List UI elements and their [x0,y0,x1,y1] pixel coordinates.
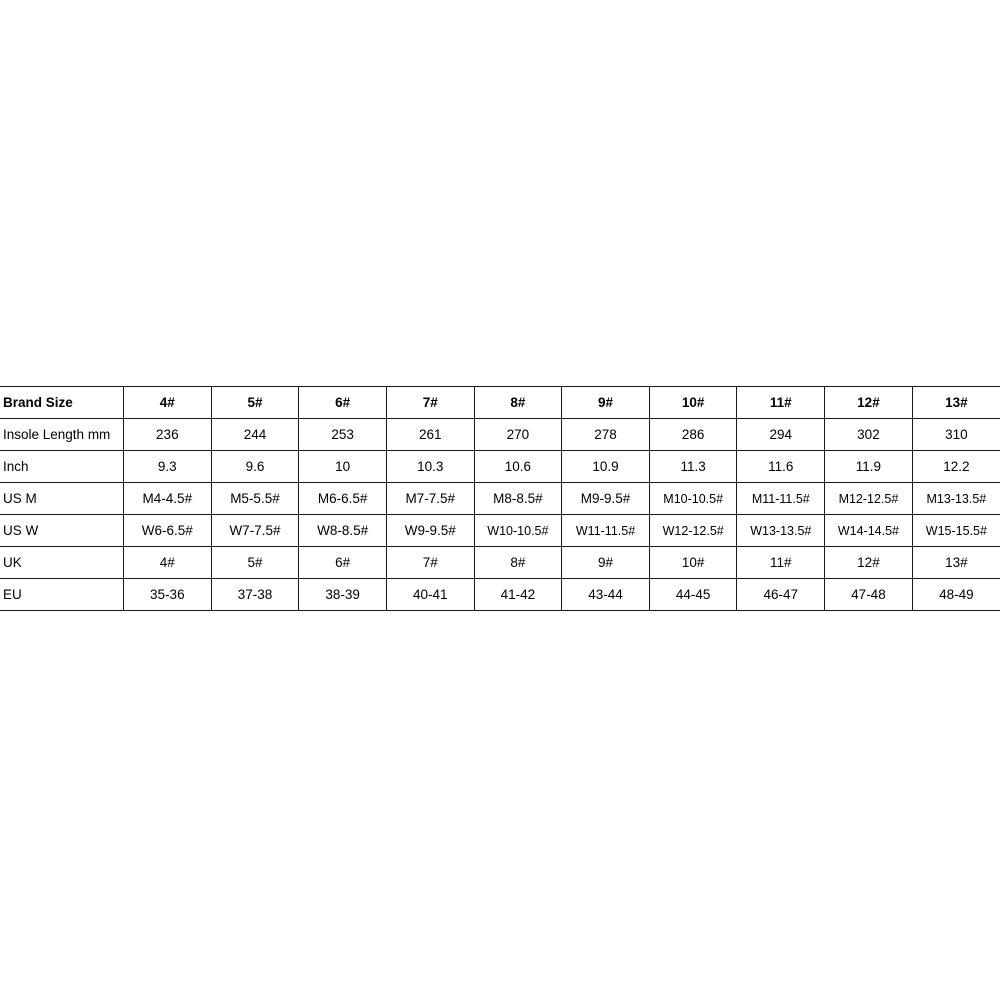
cell-brand-size-7: 10# [649,387,737,419]
cell-uk-8: 11# [737,547,825,579]
cell-inch-7: 11.3 [649,451,737,483]
cell-brand-size-5: 8# [474,387,562,419]
cell-us-w-5: W10-10.5# [474,515,562,547]
cell-us-m-6: M9-9.5# [562,483,650,515]
cell-inch-6: 10.9 [562,451,650,483]
cell-brand-size-8: 11# [737,387,825,419]
table-row-inch [0,451,1000,483]
cell-eu-8: 46-47 [737,579,825,611]
cell-brand-size-1: 4# [124,387,212,419]
table-row-eu [0,579,1000,611]
cell-us-m-7: M10-10.5# [649,483,737,515]
row-label-insole-length: Insole Length mm [0,419,124,451]
cell-insole-length-9: 302 [825,419,913,451]
cell-inch-4: 10.3 [386,451,474,483]
cell-eu-9: 47-48 [825,579,913,611]
cell-us-w-6: W11-11.5# [562,515,650,547]
cell-eu-7: 44-45 [649,579,737,611]
cell-us-w-7: W12-12.5# [649,515,737,547]
row-label-inch: Inch [0,451,124,483]
cell-uk-6: 9# [562,547,650,579]
cell-inch-9: 11.9 [825,451,913,483]
cell-uk-9: 12# [825,547,913,579]
cell-insole-length-7: 286 [649,419,737,451]
cell-eu-4: 40-41 [386,579,474,611]
cell-eu-6: 43-44 [562,579,650,611]
size-chart-body [0,387,1000,611]
cell-us-w-4: W9-9.5# [386,515,474,547]
cell-inch-2: 9.6 [211,451,299,483]
cell-inch-5: 10.6 [474,451,562,483]
row-label-uk: UK [0,547,124,579]
cell-insole-length-1: 236 [124,419,212,451]
cell-brand-size-6: 9# [562,387,650,419]
cell-brand-size-9: 12# [825,387,913,419]
size-chart-container [0,386,1000,611]
cell-inch-1: 9.3 [124,451,212,483]
cell-us-m-8: M11-11.5# [737,483,825,515]
cell-brand-size-4: 7# [386,387,474,419]
cell-us-w-3: W8-8.5# [299,515,387,547]
row-label-brand-size: Brand Size [0,387,124,419]
cell-us-w-9: W14-14.5# [825,515,913,547]
cell-eu-5: 41-42 [474,579,562,611]
cell-eu-2: 37-38 [211,579,299,611]
cell-brand-size-10: 13# [912,387,1000,419]
table-row-uk [0,547,1000,579]
table-row-brand-size [0,387,1000,419]
table-row-us-m [0,483,1000,515]
cell-uk-10: 13# [912,547,1000,579]
cell-uk-4: 7# [386,547,474,579]
cell-uk-3: 6# [299,547,387,579]
cell-insole-length-8: 294 [737,419,825,451]
cell-eu-10: 48-49 [912,579,1000,611]
cell-inch-3: 10 [299,451,387,483]
cell-eu-1: 35-36 [124,579,212,611]
row-label-eu: EU [0,579,124,611]
cell-uk-7: 10# [649,547,737,579]
cell-insole-length-6: 278 [562,419,650,451]
cell-inch-8: 11.6 [737,451,825,483]
cell-uk-1: 4# [124,547,212,579]
cell-insole-length-4: 261 [386,419,474,451]
cell-insole-length-10: 310 [912,419,1000,451]
cell-eu-3: 38-39 [299,579,387,611]
cell-uk-2: 5# [211,547,299,579]
cell-uk-5: 8# [474,547,562,579]
cell-us-m-3: M6-6.5# [299,483,387,515]
table-row-insole-length [0,419,1000,451]
cell-us-w-2: W7-7.5# [211,515,299,547]
cell-insole-length-5: 270 [474,419,562,451]
cell-us-m-5: M8-8.5# [474,483,562,515]
row-label-us-m: US M [0,483,124,515]
cell-insole-length-3: 253 [299,419,387,451]
cell-brand-size-3: 6# [299,387,387,419]
cell-insole-length-2: 244 [211,419,299,451]
cell-us-w-8: W13-13.5# [737,515,825,547]
cell-us-w-1: W6-6.5# [124,515,212,547]
cell-us-m-4: M7-7.5# [386,483,474,515]
cell-us-m-1: M4-4.5# [124,483,212,515]
cell-us-w-10: W15-15.5# [912,515,1000,547]
cell-us-m-9: M12-12.5# [825,483,913,515]
table-row-us-w [0,515,1000,547]
cell-us-m-2: M5-5.5# [211,483,299,515]
cell-brand-size-2: 5# [211,387,299,419]
row-label-us-w: US W [0,515,124,547]
shoe-size-chart-table [0,386,1000,611]
cell-inch-10: 12.2 [912,451,1000,483]
cell-us-m-10: M13-13.5# [912,483,1000,515]
